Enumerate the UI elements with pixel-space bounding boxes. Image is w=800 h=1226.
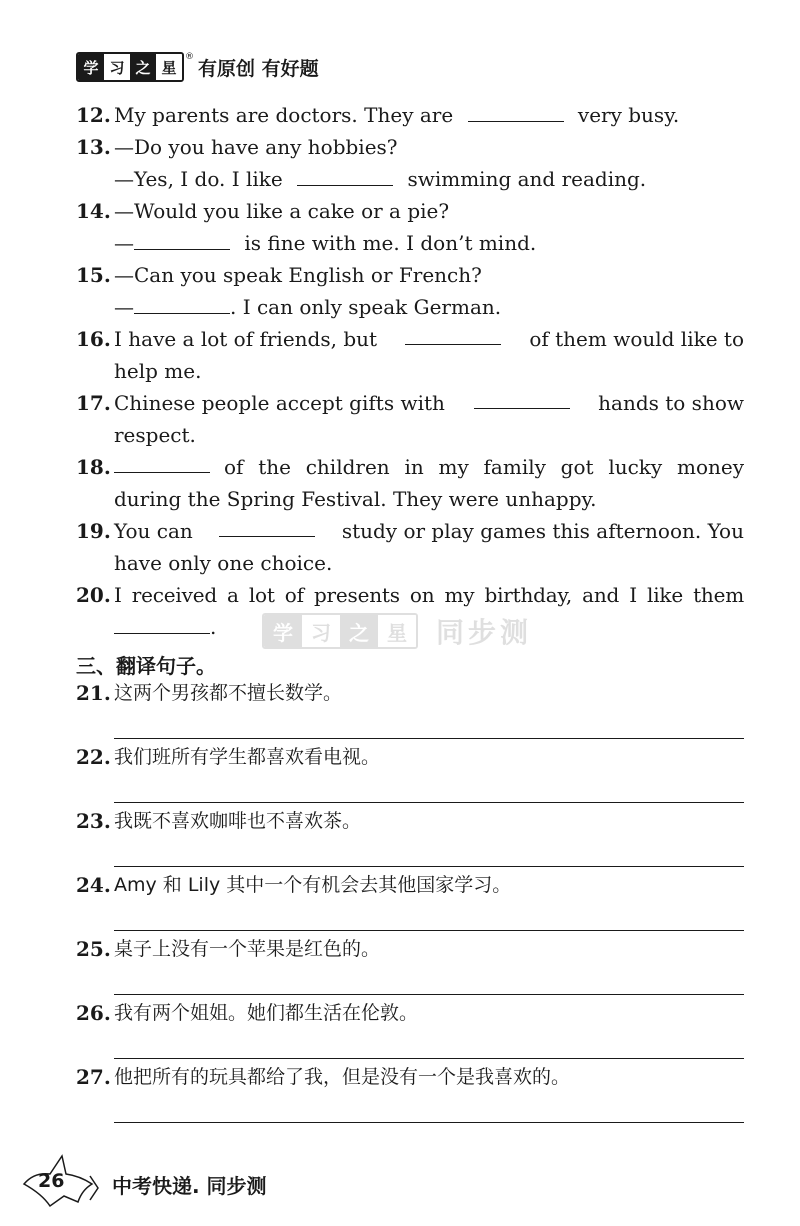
registered-mark: ®: [185, 52, 194, 62]
watermark-char: 星: [378, 615, 416, 647]
logo-char: 之: [130, 54, 156, 80]
question-line: —Would you like a cake or a pie?: [114, 199, 450, 223]
question-line: help me.: [114, 359, 202, 383]
question-number: 18.: [76, 455, 111, 479]
question-line: —Can you speak English or French?: [114, 263, 482, 287]
answer-line[interactable]: [114, 1058, 744, 1059]
question-number: 21.: [76, 681, 111, 705]
question-number: 23.: [76, 809, 111, 833]
header-slogan: 有原创 有好题: [198, 57, 319, 80]
question-number: 22.: [76, 745, 111, 769]
watermark-char: 学: [264, 615, 302, 647]
question-number: 24.: [76, 873, 111, 897]
translation-prompt: 我们班所有学生都喜欢看电视。: [114, 746, 381, 768]
logo-char: 星: [156, 54, 182, 80]
page-footer: [20, 1150, 340, 1210]
question-line: —Do you have any hobbies?: [114, 135, 398, 159]
question-number: 19.: [76, 519, 111, 543]
question-line: —Yes, I do. I like swimming and reading.: [114, 167, 647, 191]
translation-prompt: 桌子上没有一个苹果是红色的。: [114, 938, 381, 960]
answer-blank[interactable]: [134, 293, 230, 314]
question-line: Chinese people accept gifts with hands to show: [114, 388, 744, 418]
logo-char: 学: [78, 54, 104, 80]
question-number: 16.: [76, 327, 111, 351]
question-number: 14.: [76, 199, 111, 223]
question-number: 15.: [76, 263, 111, 287]
question-number: 12.: [76, 103, 111, 127]
answer-line[interactable]: [114, 738, 744, 739]
logo-char: 习: [104, 54, 130, 80]
question-number: 26.: [76, 1001, 111, 1025]
question-number: 27.: [76, 1065, 111, 1089]
watermark-text: 同步测: [436, 616, 533, 649]
watermark-logo: [262, 613, 418, 649]
question-line: You can study or play games this afternoon. You: [114, 516, 744, 546]
question-number: 20.: [76, 583, 111, 607]
question-line: during the Spring Festival. They were unhappy.: [114, 487, 597, 511]
page-header: [76, 52, 319, 82]
question-line: My parents are doctors. They are very busy.: [114, 103, 680, 127]
page-number: 26: [38, 1170, 65, 1192]
answer-line[interactable]: [114, 866, 744, 867]
answer-blank[interactable]: [474, 388, 570, 409]
answer-blank[interactable]: [468, 101, 564, 122]
question-number: 13.: [76, 135, 111, 159]
question-number: 17.: [76, 391, 111, 415]
translation-prompt: 他把所有的玩具都给了我，但是没有一个是我喜欢的。: [114, 1066, 571, 1088]
question-line: I have a lot of friends, but of them would like to: [114, 324, 744, 354]
translation-prompt: Amy 和 Lily 其中一个有机会去其他国家学习。: [114, 874, 512, 896]
question-line: .: [114, 612, 216, 642]
answer-blank[interactable]: [405, 324, 501, 345]
answer-blank[interactable]: [297, 165, 393, 186]
question-line: of the children in my family got lucky money: [114, 452, 744, 482]
answer-blank[interactable]: [114, 452, 210, 473]
watermark-char: 习: [302, 615, 340, 647]
answer-line[interactable]: [114, 802, 744, 803]
question-number: 25.: [76, 937, 111, 961]
translation-prompt: 我有两个姐姐。她们都生活在伦敦。: [114, 1002, 419, 1024]
translation-prompt: 这两个男孩都不擅长数学。: [114, 682, 343, 704]
book-title: 中考快递. 同步测: [112, 1174, 267, 1198]
question-line: have only one choice.: [114, 551, 333, 575]
translation-prompt: 我既不喜欢咖啡也不喜欢茶。: [114, 810, 362, 832]
question-line: — . I can only speak German.: [114, 295, 502, 319]
answer-blank[interactable]: [134, 229, 230, 250]
answer-line[interactable]: [114, 930, 744, 931]
brand-logo: [76, 52, 184, 82]
answer-blank[interactable]: [114, 613, 210, 634]
section-title: 三、翻译句子。: [76, 654, 216, 678]
question-line: I received a lot of presents on my birthday, and I like them: [114, 583, 744, 607]
watermark-char: 之: [340, 615, 378, 647]
question-line: respect.: [114, 423, 196, 447]
answer-line[interactable]: [114, 1122, 744, 1123]
question-line: — is fine with me. I don’t mind.: [114, 231, 537, 255]
watermark: [262, 611, 532, 651]
answer-blank[interactable]: [219, 516, 315, 537]
answer-line[interactable]: [114, 994, 744, 995]
